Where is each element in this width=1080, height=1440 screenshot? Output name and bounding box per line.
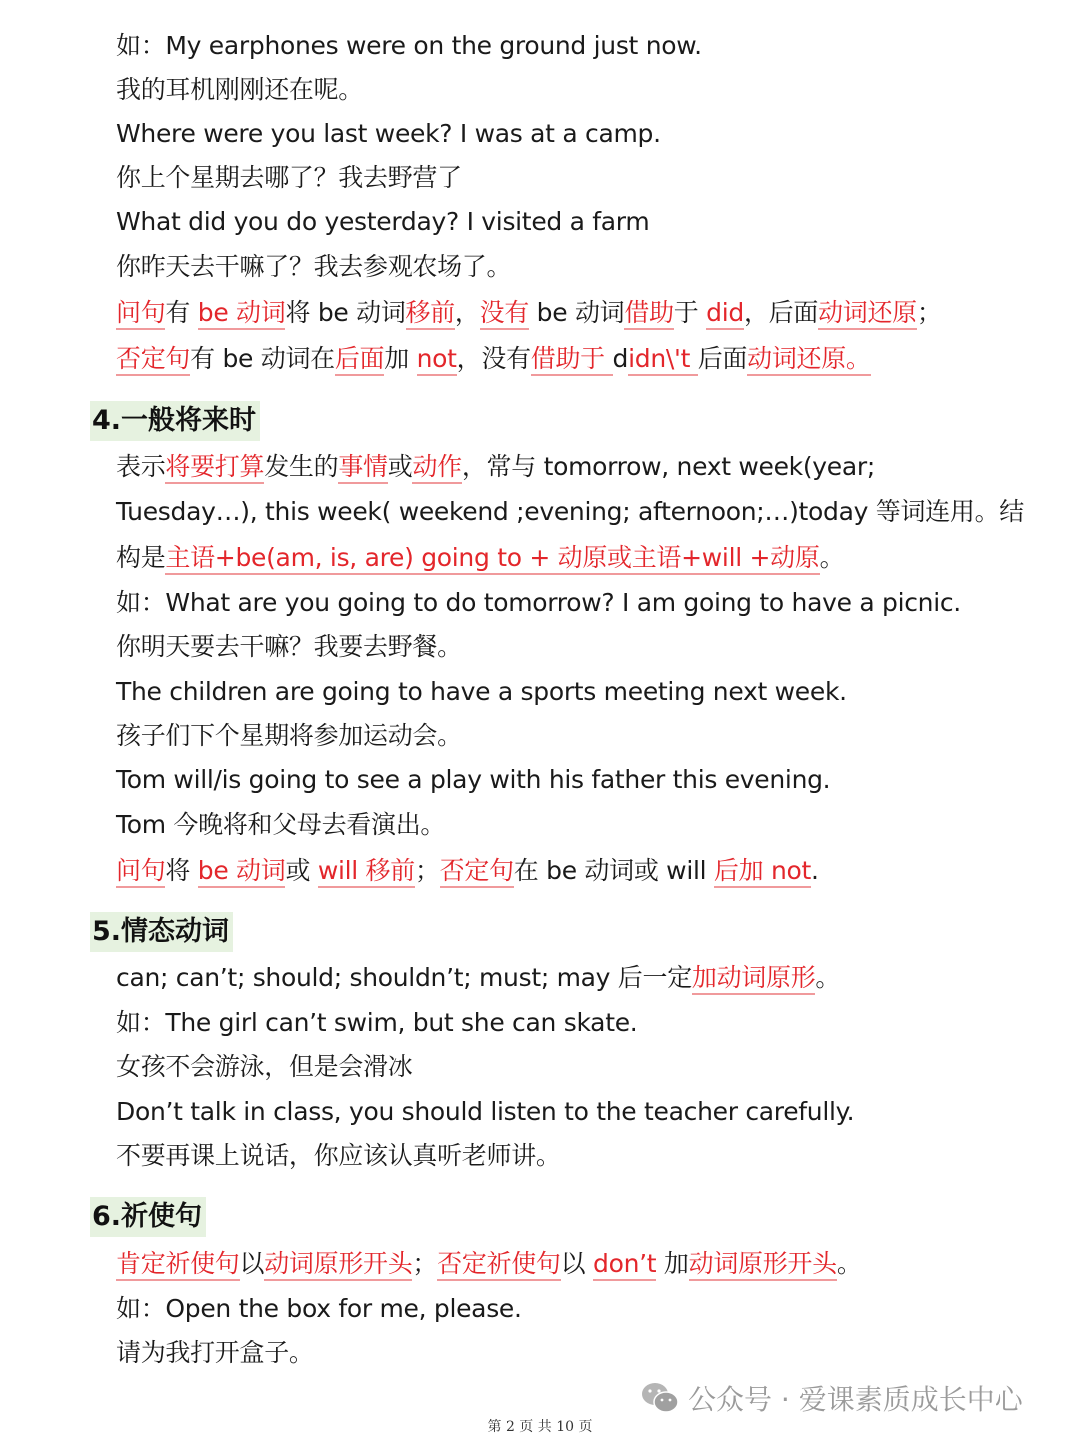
text-segment: ，后面 <box>743 298 819 327</box>
highlighted-text: 借助于 <box>531 344 613 376</box>
text-segment: Tom 今晚将和父母去看演出。 <box>116 810 446 839</box>
text-segment: ，没有 <box>456 344 531 373</box>
text-segment: ； <box>412 1249 438 1278</box>
text-segment: 以 <box>560 1249 593 1278</box>
text-line <box>116 675 847 709</box>
highlighted-text: 动词原形开头 <box>689 1249 837 1281</box>
highlighted-text: 问句 <box>116 298 165 330</box>
highlighted-text: 将要打算 <box>165 452 264 484</box>
text-segment: 或 <box>387 452 413 481</box>
highlighted-text: 否定祈使句 <box>437 1249 561 1281</box>
text-line <box>116 1095 854 1129</box>
highlighted-text: not <box>417 344 457 376</box>
text-segment: 后面 <box>697 344 748 373</box>
highlighted-text: 事情 <box>338 452 387 484</box>
page-number: 第 2 页 共 10 页 <box>487 1419 593 1435</box>
section-heading: 5.情态动词 <box>90 912 233 952</box>
text-segment: 发生的 <box>264 452 339 481</box>
text-segment: 将 be 动词 <box>285 298 406 327</box>
text-segment: 于 <box>673 298 707 327</box>
text-segment: 你昨天去干嘛了？我去参观农场了。 <box>116 252 512 281</box>
highlighted-text: be 动词 <box>198 298 286 330</box>
text-segment: ； <box>916 298 942 327</box>
text-segment: The children are going to have a sports meeting next week. <box>116 677 847 706</box>
text-line <box>116 1006 637 1040</box>
highlighted-text: 没有 <box>480 298 529 330</box>
highlighted-text: be 动词 <box>198 856 286 888</box>
text-segment: 如：What are you going to do tomorrow? I am going to have a picnic. <box>116 588 961 617</box>
text-segment: 不要再课上说话，你应该认真听老师讲。 <box>116 1141 561 1170</box>
text-line <box>116 961 840 995</box>
text-segment: 女孩不会游泳，但是会滑冰 <box>116 1052 413 1081</box>
text-segment: Where were you last week? I was at a camp. <box>116 119 661 148</box>
text-segment: can; can’t; should; shouldn’t; must; may 后一定 <box>116 963 692 992</box>
highlighted-text: 主语+be(am, is, are) going to + 动原或主语+will +动原 <box>165 543 819 575</box>
text-segment: 加 <box>656 1249 689 1278</box>
text-line <box>116 586 961 620</box>
text-segment: 孩子们下个星期将参加运动会。 <box>116 721 462 750</box>
text-segment: Tuesday…), this week( weekend ;evening; afternoon;…)today 等词连用。结 <box>116 497 1024 526</box>
text-segment: 你明天要去干嘛？我要去野餐。 <box>116 632 462 661</box>
text-line <box>116 296 942 330</box>
text-line <box>116 117 661 151</box>
text-line <box>116 630 462 664</box>
text-segment: 如：Open the box for me, please. <box>116 1294 522 1323</box>
text-line <box>116 1247 862 1281</box>
highlighted-text: 后面 <box>335 344 384 376</box>
text-line <box>116 450 875 484</box>
highlighted-text: did <box>706 298 744 330</box>
text-line <box>116 495 1024 529</box>
text-segment: d <box>612 344 629 373</box>
text-segment: ； <box>414 856 440 885</box>
text-segment: 表示 <box>116 452 166 481</box>
text-segment: Tom will/is going to see a play with his father this evening. <box>116 765 831 794</box>
highlighted-text: 否定句 <box>116 344 190 376</box>
highlighted-text: 否定句 <box>440 856 514 888</box>
highlighted-text: don’t <box>593 1249 656 1281</box>
highlighted-text: 移前 <box>406 298 455 330</box>
text-segment: 如：My earphones were on the ground just now. <box>116 31 702 60</box>
text-line <box>116 342 871 376</box>
text-line <box>116 1050 412 1084</box>
highlighted-text: 肯定祈使句 <box>116 1249 240 1281</box>
text-line <box>116 541 844 575</box>
watermark-text: 公众号 · 爱课素质成长中心 <box>688 1383 1023 1416</box>
text-segment: Don’t talk in class, you should listen to the teacher carefully. <box>116 1097 855 1126</box>
text-line <box>116 73 363 107</box>
highlighted-text: 加动词原形 <box>692 963 816 995</box>
text-segment: 有 <box>165 298 198 327</box>
watermark <box>640 1378 1023 1418</box>
text-segment: ， <box>454 298 480 327</box>
section-heading: 4.一般将来时 <box>90 401 260 441</box>
text-segment: 。 <box>815 963 841 992</box>
highlighted-text: 动词还原 <box>818 298 917 330</box>
text-segment: 在 be 动词或 will <box>513 856 714 885</box>
text-line <box>116 854 819 888</box>
text-segment: 将 <box>165 856 198 885</box>
highlighted-text: 借助 <box>624 298 673 330</box>
text-line <box>116 808 445 842</box>
text-segment: What did you do yesterday? I visited a farm <box>116 207 650 236</box>
text-line <box>116 1292 522 1326</box>
text-line <box>116 205 649 239</box>
text-segment: 以 <box>239 1249 265 1278</box>
text-segment: 如：The girl can’t swim, but she can skate. <box>116 1008 638 1037</box>
text-segment: 。 <box>836 1249 862 1278</box>
highlighted-text: 动词还原。 <box>747 344 871 376</box>
highlighted-text: 后加 not <box>714 856 811 888</box>
text-line <box>116 763 830 797</box>
highlighted-text: 动词原形开头 <box>264 1249 412 1281</box>
text-segment: 你上个星期去哪了？我去野营了 <box>116 163 462 192</box>
text-line <box>116 161 462 195</box>
highlighted-text: idn\'t <box>628 344 698 376</box>
highlighted-text: 动作 <box>412 452 461 484</box>
text-segment: be 动词 <box>529 298 625 327</box>
text-segment: 请为我打开盒子。 <box>116 1338 314 1367</box>
text-segment: ，常与 tomorrow, next week(year; <box>461 452 876 481</box>
text-segment: 加 <box>384 344 417 373</box>
text-segment: 或 <box>285 856 318 885</box>
wechat-icon <box>640 1380 680 1416</box>
text-segment: 有 be 动词在 <box>190 344 335 373</box>
highlighted-text: 问句 <box>116 856 165 888</box>
highlighted-text: will 移前 <box>318 856 415 888</box>
text-line <box>116 1139 561 1173</box>
text-line <box>116 29 702 63</box>
text-segment: 。 <box>819 543 845 572</box>
text-line <box>116 250 511 284</box>
text-line <box>116 719 462 753</box>
section-heading: 6.祈使句 <box>90 1197 206 1237</box>
text-segment: 我的耳机刚刚还在呢。 <box>116 75 364 104</box>
text-segment: 构是 <box>116 543 166 572</box>
text-line <box>116 1336 314 1370</box>
text-segment: . <box>811 856 819 885</box>
